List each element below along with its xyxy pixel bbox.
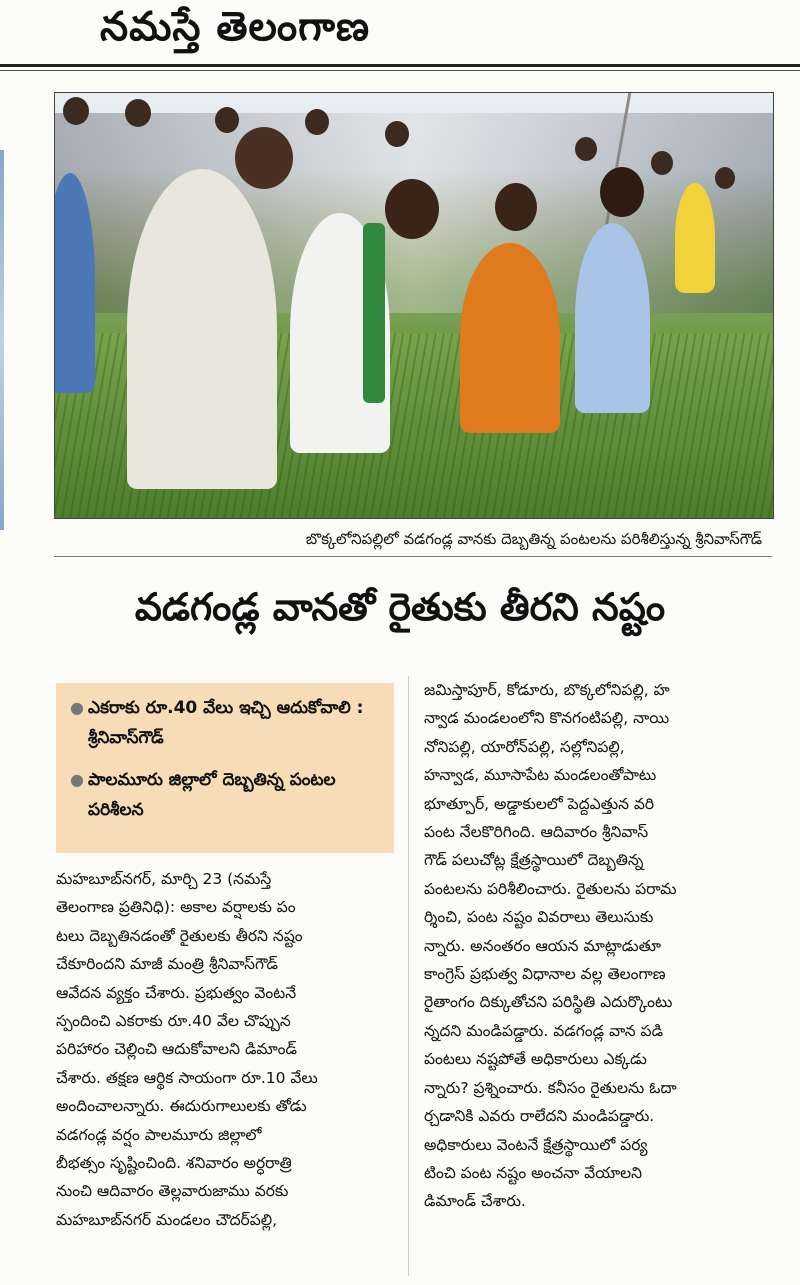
person-yellow-shirt xyxy=(675,183,715,293)
highlight-item xyxy=(70,693,380,753)
article-text-line: తెలంగాణ ప్రతినిధి): అకాల వర్షాలకు పం xyxy=(56,898,296,917)
article-text-line: స్పందించి ఎకరాకు రూ.40 వేల చొప్పున xyxy=(56,1012,291,1031)
adjacent-page-edge xyxy=(0,150,4,530)
highlight-text: ఎకరాకు రూ.40 వేలు ఇచ్చి ఆదుకోవాలి : శ్రీనివాస్‌గౌడ్‌ xyxy=(88,698,364,748)
article-text-line: పంట నేలకొరిగింది. ఆదివారం శ్రీనివాస్‌ xyxy=(424,823,649,842)
masthead-rule xyxy=(0,64,800,67)
article-column-right xyxy=(424,676,774,1216)
caption-rule xyxy=(54,556,772,557)
article-text-line: రైతాంగం దిక్కుతోచని పరిస్థితి ఎదుర్కొంటు xyxy=(424,993,673,1012)
article-text-line: చేశారు. తక్షణ ఆర్థిక సాయంగా రూ.10 వేలు xyxy=(56,1068,318,1087)
article-text-line: పంటలను పరిశీలించారు. రైతులను పరామ xyxy=(424,879,677,898)
article-text-line: జమిస్తాపూర్‌, కోడూరు, బొక్కలోనిపల్లి, హ xyxy=(424,681,670,699)
person-orange-saree xyxy=(460,243,560,433)
article-text-line: భూత్పూర్‌, అడ్డాకులలో పెద్దఎత్తున వరి xyxy=(424,794,655,813)
article-text-line: ఆవేదన వ్యక్తం చేశారు. ప్రభుత్వం వెంటనే xyxy=(56,983,297,1002)
article-text-line: మహబూబ్‌నగర్‌, మార్చి 23 (నమస్తే xyxy=(56,870,272,888)
article-text-line: టలు దెబ్బతినడంతో రైతులకు తీరని నష్టం xyxy=(56,926,303,945)
article-text-line: న్నారు? ప్రశ్నించారు. కనీసం రైతులను ఓదా xyxy=(424,1078,677,1097)
person-white-shirt xyxy=(127,169,277,489)
article-text-line: పంటలు నష్టపోతే అధికారులు ఎక్కడు xyxy=(424,1050,647,1069)
news-photo xyxy=(54,92,774,519)
person-blue-shirt xyxy=(575,223,650,413)
article-text-line: నుంచి ఆదివారం తెల్లవారుజాము వరకు xyxy=(56,1182,289,1201)
article-text-line: డిమాండ్‌ చేశారు. xyxy=(424,1192,526,1211)
article-text-line: హన్వాడ, మూసాపేట మండలంతోపాటు xyxy=(424,766,657,785)
article-text-line: అధికారులు వెంటనే క్షేత్రస్థాయిలో పర్య xyxy=(424,1135,648,1154)
article-text-line: వడగండ్ల వర్షం పాలమూరు జిల్లాలో xyxy=(56,1125,262,1144)
article-text-line: మహబూబ్‌నగర్‌ మండలం చౌదర్‌పల్లి, xyxy=(56,1210,278,1229)
article-text-line: న్వాడ మండలంలోని కొనగంటిపల్లి, నాయి xyxy=(424,709,670,728)
photo-caption: బొక్కలోనిపల్లిలో వడగండ్ల వానకు దెబ్బతిన్న పంటలను పరిశీలిస్తున్న శ్రీనివాస్‌గౌడ్‌ xyxy=(305,530,762,548)
article-text-line: బీభత్సం సృష్టించింది. శనివారం అర్ధరాత్రి xyxy=(56,1154,292,1173)
highlights-box xyxy=(56,683,394,853)
green-scarf xyxy=(363,223,385,403)
article-column-left xyxy=(56,865,394,1234)
article-text-line: నోనిపల్లి, యారోన్‌పల్లి, సల్లోనిపల్లి, xyxy=(424,737,625,756)
highlight-item xyxy=(70,765,380,825)
article-text-line: పరిహారం చెల్లించి ఆదుకోవాలని డిమాండ్‌ xyxy=(56,1040,297,1059)
newspaper-title: నమస్తే తెలంగాణ xyxy=(100,4,371,50)
article-text-line: కాంగ్రెస్‌ ప్రభుత్వ విధానాల వల్ల తెలంగాణ xyxy=(424,965,666,984)
article-text-line: ర్చడానికి ఎవరు రాలేదని మండిపడ్డారు. xyxy=(424,1107,655,1126)
article-text-line: న్నారు. అనంతరం ఆయన మాట్లాడుతూ xyxy=(424,936,662,955)
article-headline: వడగండ్ల వానతో రైతుకు తీరని నష్టం xyxy=(134,585,666,629)
masthead-rule-thin xyxy=(0,70,800,71)
article-text-line: ర్శించి, పంట నష్టం వివరాలు తెలుసుకు xyxy=(424,908,654,927)
column-divider xyxy=(408,676,409,1276)
article-text-line: అందించాలన్నారు. ఈదురుగాలులకు తోడు xyxy=(56,1097,307,1116)
article-text-line: టించి పంట నష్టం అంచనా వేయాలని xyxy=(424,1163,642,1182)
highlight-text: పాలమూరు జిల్లాలో దెబ్బతిన్న పంటల పరిశీలన xyxy=(88,770,336,820)
bullet-icon: ● xyxy=(70,770,84,789)
masthead xyxy=(0,0,800,66)
article-text-line: చేకూరిందని మాజీ మంత్రి శ్రీనివాస్‌గౌడ్‌ xyxy=(56,955,278,974)
bullet-icon: ● xyxy=(70,698,84,717)
article-text-line: గౌడ్‌ పలుచోట్ల క్షేత్రస్థాయిలో దెబ్బతిన్న xyxy=(424,851,644,870)
article-text-line: న్నదని మండిపడ్డారు. వడగండ్ల వాన పడి xyxy=(424,1021,664,1040)
